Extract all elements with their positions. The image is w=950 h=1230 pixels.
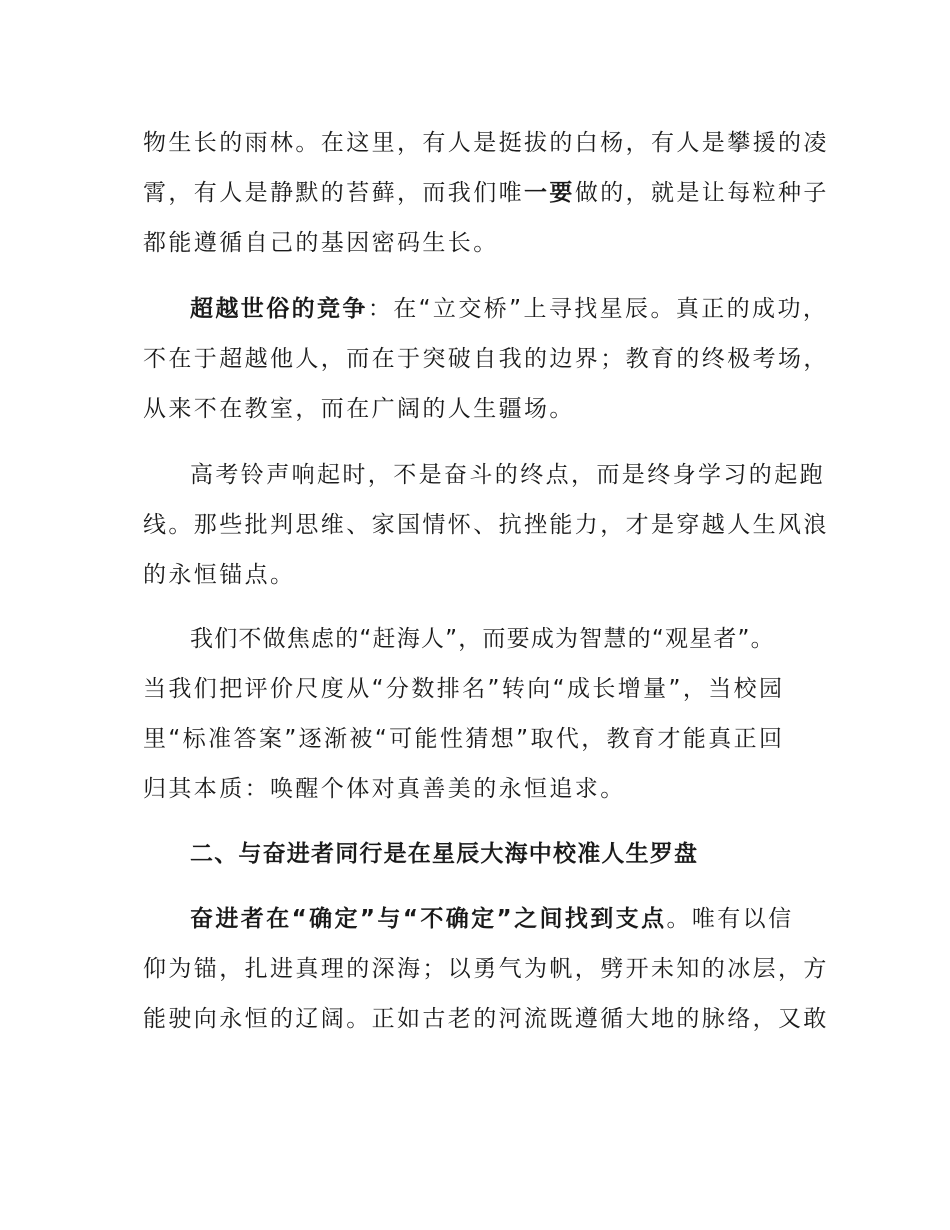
text-run: 做的，就是让每粒种子 <box>574 180 829 206</box>
paragraph-2-line-1 <box>190 293 828 325</box>
paragraph-3-line-1 <box>190 459 825 491</box>
text-run: 高考铃声响起时，不是奋斗的终点，而是终身学习的起跑 <box>190 462 825 488</box>
text-run: 从来不在教室，而在广阔的人生疆场。 <box>143 396 575 422</box>
paragraph-4-line-4 <box>143 773 626 805</box>
text-run: 我们不做焦虑的“赶海人”，而要成为智慧的“观星者”。 <box>190 626 775 652</box>
text-run: 物生长的雨林。在这里，有人是挺拔的白杨，有人是攀援的凌 <box>143 130 829 156</box>
text-run: 霄，有人是静默的苔藓，而我们唯 <box>143 180 524 206</box>
section-heading-2 <box>190 838 698 870</box>
paragraph-2-lead: 超越世俗的竞争 <box>190 296 368 322</box>
paragraph-3-line-2 <box>143 509 829 541</box>
text-run: 里“标准答案”逐渐被“可能性猜想”取代，教育才能真正回 <box>143 726 785 752</box>
text-run: 能驶向永恒的辽阔。正如古老的河流既遵循大地的脉络，又敢 <box>143 1006 829 1032</box>
bold-text-run: 一要 <box>524 180 575 206</box>
text-run: 当我们把评价尺度从“分数排名”转向“成长增量”，当校园 <box>143 676 785 702</box>
paragraph-1-line-2 <box>143 177 829 209</box>
text-run: 仰为锚，扎进真理的深海；以勇气为帆，劈开未知的冰层，方 <box>143 956 829 982</box>
text-run: 都能遵循自己的基因密码生长。 <box>143 230 499 256</box>
paragraph-2-line-2 <box>143 343 829 375</box>
paragraph-4-line-3 <box>143 723 784 755</box>
paragraph-5-line-1 <box>190 903 793 935</box>
text-run: 不在于超越他人，而在于突破自我的边界；教育的终极考场， <box>143 346 829 372</box>
text-run: 的永恒锚点。 <box>143 562 296 588</box>
paragraph-5-lead: 奋进者在“确定”与“不确定”之间找到支点 <box>190 906 667 932</box>
paragraph-1-line-1 <box>143 127 829 159</box>
paragraph-4-line-1 <box>190 623 775 655</box>
paragraph-5-line-3 <box>143 1003 829 1035</box>
text-run: ：在“立交桥”上寻找星辰。真正的成功， <box>367 296 829 322</box>
text-run: 归其本质：唤醒个体对真善美的永恒追求。 <box>143 776 626 802</box>
heading-text: 二、与奋进者同行是在星辰大海中校准人生罗盘 <box>190 841 699 867</box>
text-run: 线。那些批判思维、家国情怀、抗挫能力，才是穿越人生风浪 <box>143 512 829 538</box>
text-run: 。唯有以信 <box>666 906 794 932</box>
paragraph-2-line-3 <box>143 393 575 425</box>
paragraph-3-line-3 <box>143 559 295 591</box>
paragraph-5-line-2 <box>143 953 829 985</box>
paragraph-4-line-2 <box>143 673 784 705</box>
paragraph-1-line-3 <box>143 227 499 259</box>
